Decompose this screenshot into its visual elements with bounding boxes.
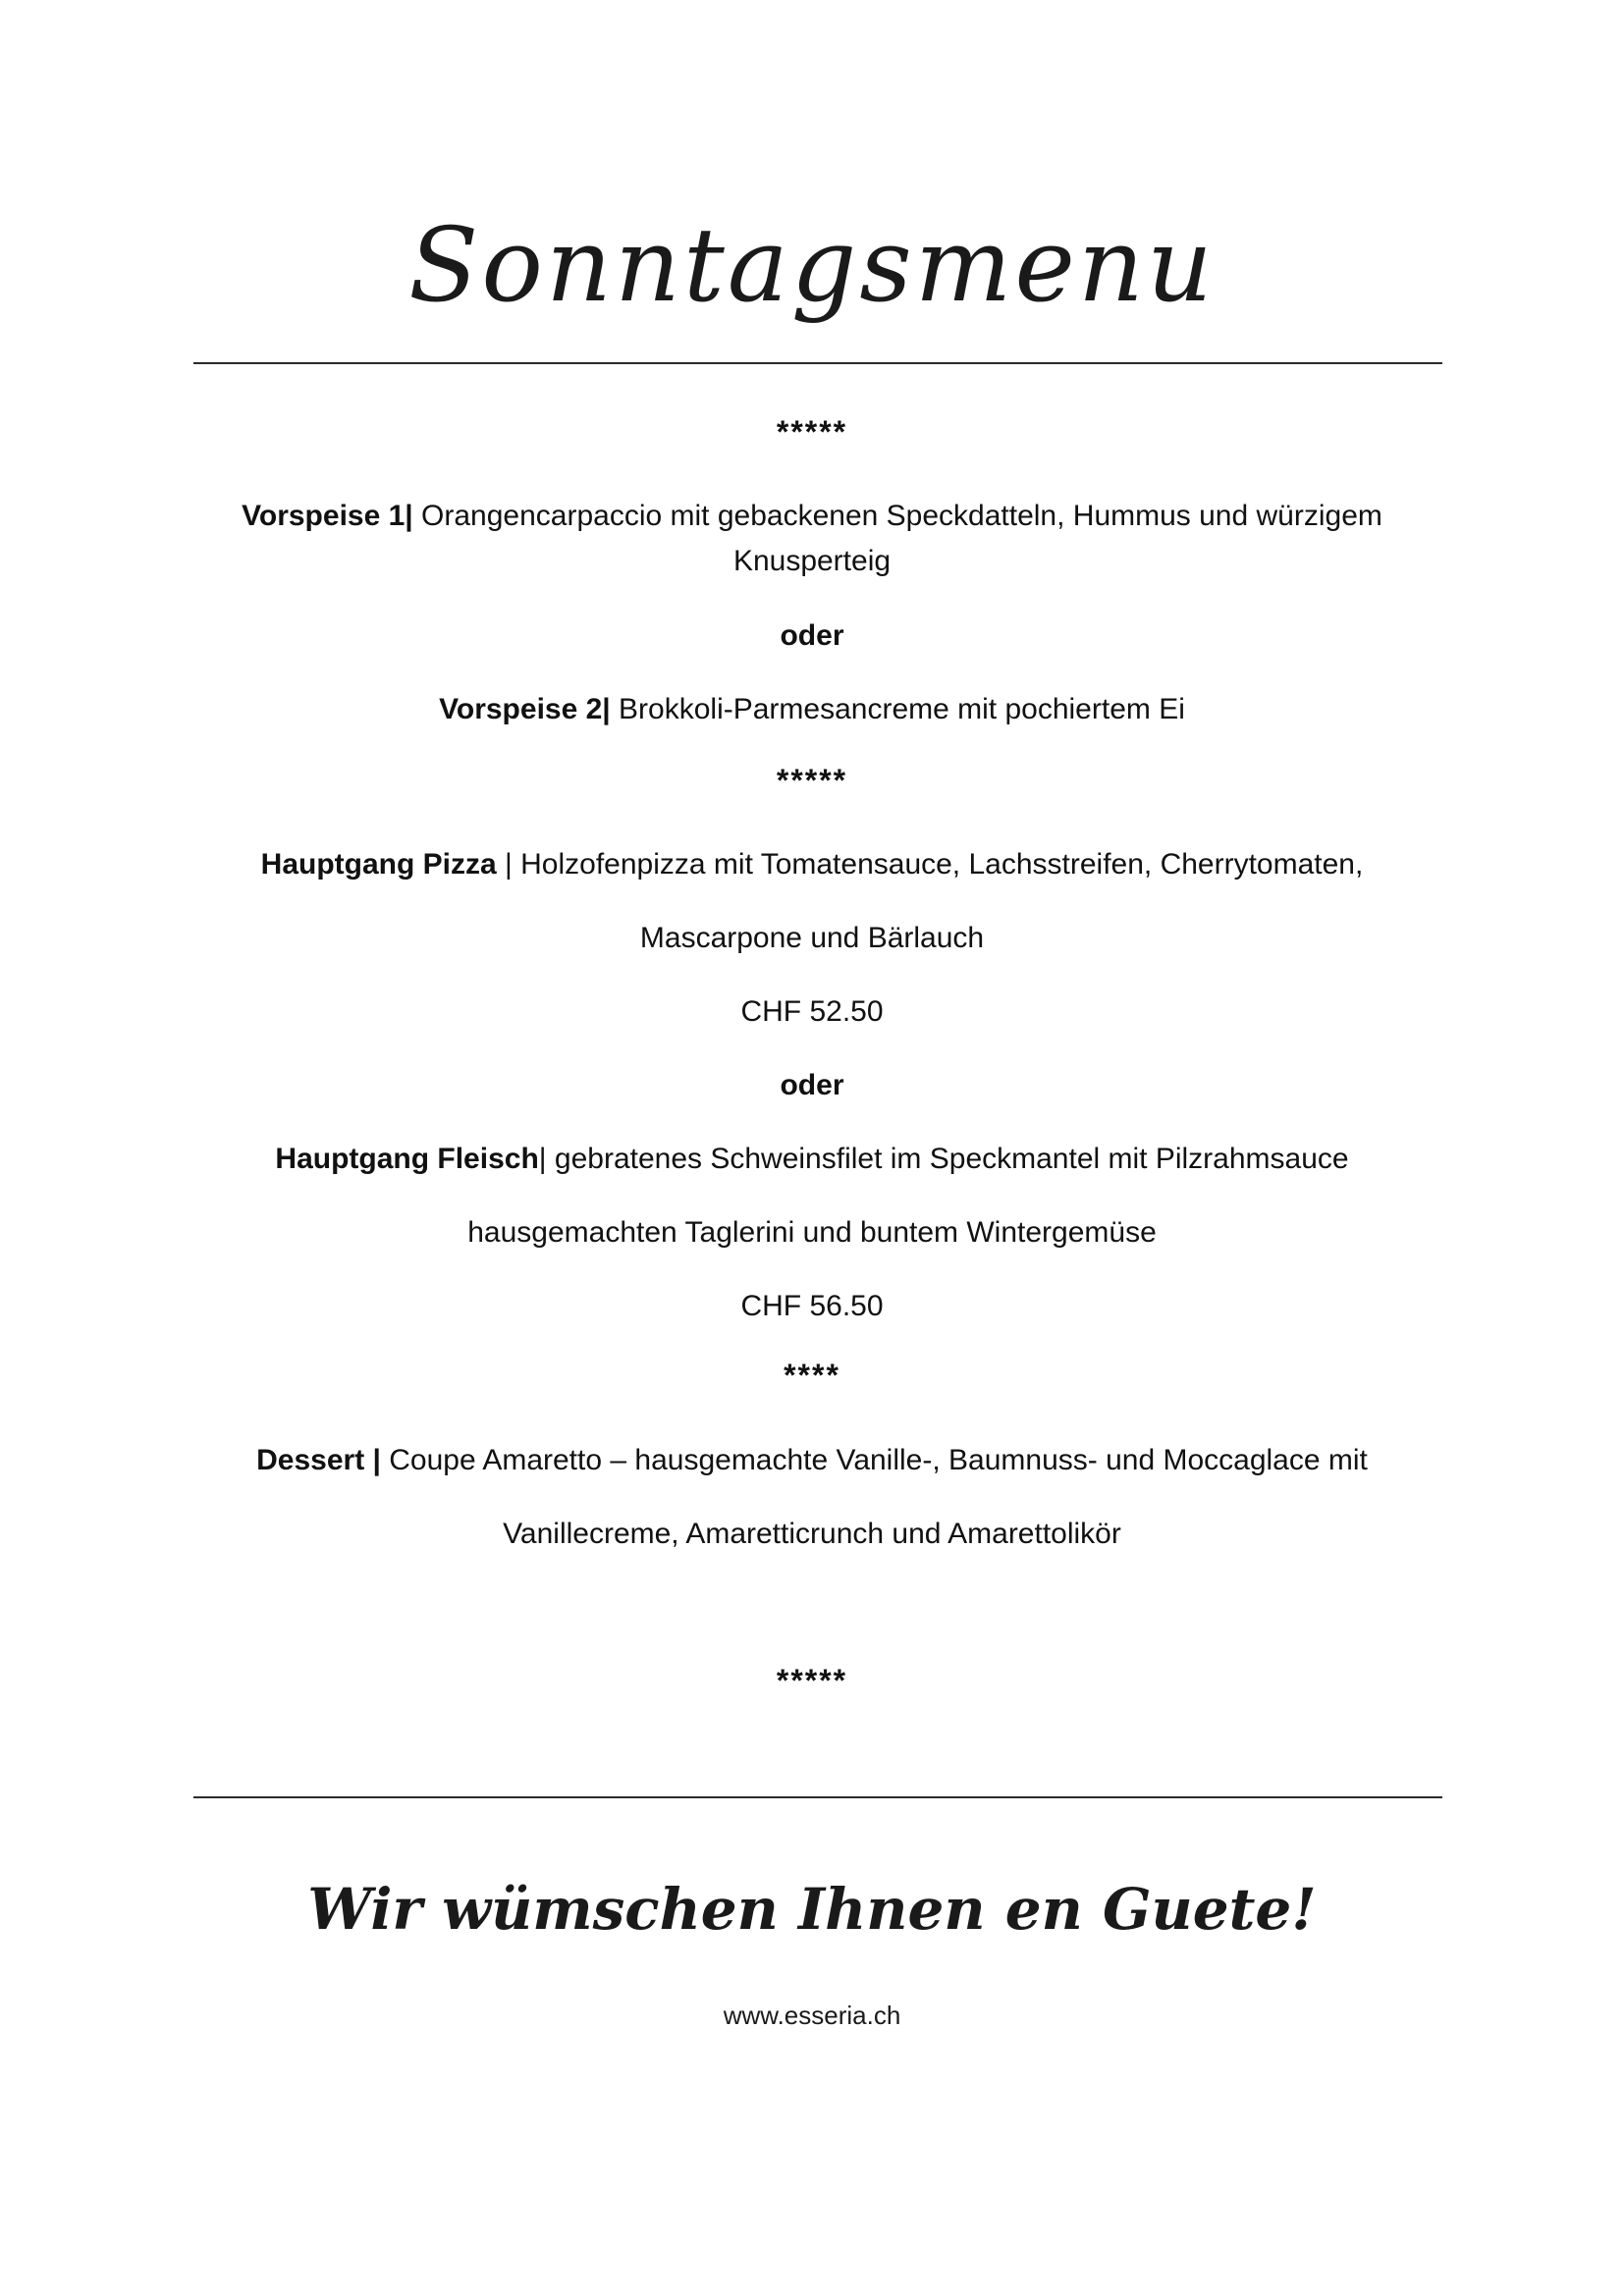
hauptgang-fleisch-line-1 (0, 1140, 1624, 1179)
hauptgang-fleisch-label: Hauptgang Fleisch (275, 1143, 539, 1175)
page-title: Sonntagsmenu (408, 205, 1216, 325)
vorspeise-1-label: Vorspeise 1| (242, 500, 413, 532)
course-separator: ***** (776, 763, 848, 798)
course-separator: **** (784, 1358, 840, 1393)
hauptgang-pizza-label: Hauptgang Pizza (260, 848, 497, 881)
hauptgang-pizza-description: | Holzofenpizza mit Tomatensauce, Lachsstreifen, Cherrytomaten, (496, 848, 1364, 881)
hauptgang-pizza-line-2: Mascarpone und Bärlauch (639, 922, 985, 954)
vorspeise-1-line-2: Knusperteig (732, 545, 892, 577)
vorspeise-1-line-1 (0, 497, 1624, 536)
website-url: www.esseria.ch (723, 2001, 901, 2030)
hauptgang-fleisch-line-2: hausgemachten Taglerini und buntem Wintergemüse (467, 1216, 1157, 1249)
dessert-line-2: Vanillecreme, Amaretticrunch und Amarettolikör (503, 1518, 1121, 1550)
dessert-label: Dessert | (256, 1444, 381, 1476)
hauptgang-fleisch-price: CHF 56.50 (740, 1290, 884, 1322)
vorspeise-2-description: Brokkoli-Parmesancreme mit pochiertem Ei (610, 693, 1185, 725)
course-separator: ***** (776, 414, 848, 450)
oder-label: oder (780, 1069, 844, 1101)
oder-label: oder (780, 619, 844, 652)
hauptgang-fleisch-description: | gebratenes Schweinsfilet im Speckmantel mit Pilzrahmsauce (538, 1143, 1349, 1175)
vorspeise-1-description: Orangencarpaccio mit gebackenen Speckdatteln, Hummus und würzigem (412, 500, 1382, 532)
hauptgang-pizza-price: CHF 52.50 (740, 995, 884, 1028)
course-separator: ***** (776, 1663, 848, 1698)
dessert-description: Coupe Amaretto – hausgemachte Vanille-, Baumnuss- und Moccaglace mit (380, 1444, 1368, 1476)
closing-greeting: Wir wümschen Ihnen en Guete! (307, 1876, 1317, 1943)
bottom-divider (193, 1796, 1442, 1798)
dessert-line-1 (0, 1441, 1624, 1480)
vorspeise-2-label: Vorspeise 2| (439, 693, 611, 725)
top-divider (193, 362, 1442, 364)
hauptgang-pizza-line-1 (0, 845, 1624, 884)
vorspeise-2-line (0, 690, 1624, 729)
